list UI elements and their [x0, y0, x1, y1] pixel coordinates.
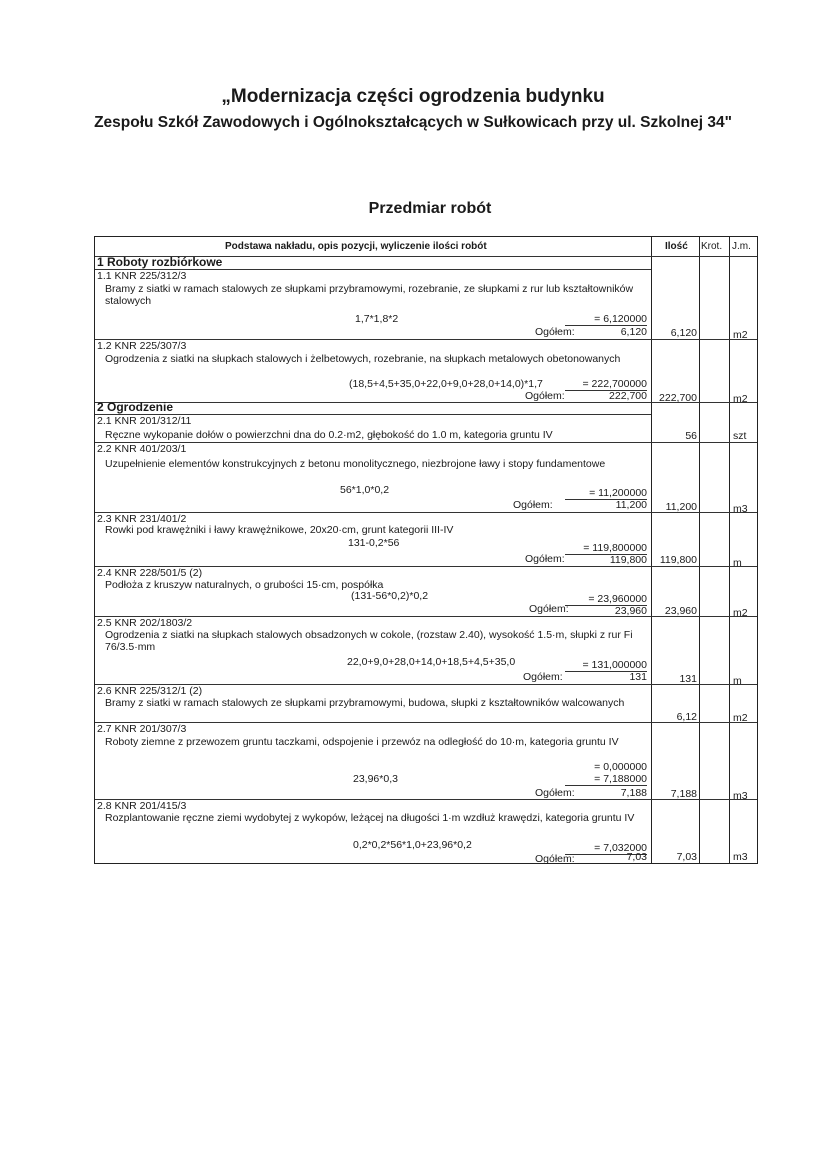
- row-divider: [95, 402, 757, 403]
- item-total: 6,120: [620, 326, 647, 338]
- item-code: 2.4 KNR 228/501/5 (2): [97, 567, 203, 579]
- item-code: 2.7 KNR 201/307/3: [97, 723, 187, 735]
- item-calc: = 7,188000: [594, 773, 647, 785]
- header-quantity: Ilość: [665, 241, 688, 252]
- item-quantity: 119,800: [659, 554, 697, 566]
- item-total: 23,960: [614, 605, 647, 617]
- document-title-line1: „Modernizacja części ogrodzenia budynku: [221, 86, 605, 107]
- item-unit: m2: [733, 329, 748, 341]
- total-label: Ogółem:: [535, 326, 575, 338]
- item-description: Bramy z siatki w ramach stalowych ze słupkami przybramowymi, budowa, słupki z kształtowników walcowanych: [105, 697, 625, 709]
- item-code: 2.3 KNR 231/401/2: [97, 513, 187, 525]
- item-calc-initial: = 0,000000: [594, 761, 647, 773]
- item-unit: m2: [733, 712, 748, 724]
- item-code: 2.5 KNR 202/1803/2: [97, 617, 193, 629]
- row-divider: [95, 722, 757, 723]
- item-description: Rozplantowanie ręczne ziemi wydobytej z wykopów, leżącej na długości 1·m wzdłuż krawędzi, kategoria gruntu IV: [105, 812, 635, 824]
- item-unit: m: [733, 675, 742, 687]
- item-description: Bramy z siatki w ramach stalowych ze słupkami przybramowymi, rozebranie, ze słupkami z rur lub kształtowników stalowych: [105, 283, 634, 307]
- item-quantity: 6,120: [670, 327, 697, 339]
- item-unit: m2: [733, 607, 748, 619]
- document-subtitle: Przedmiar robót: [368, 200, 492, 217]
- header-krot: Krot.: [701, 241, 723, 252]
- section-title: 1 Roboty rozbiórkowe: [97, 255, 223, 269]
- item-calc: = 222,700000: [582, 378, 647, 390]
- item-calc: = 131,000000: [582, 659, 647, 671]
- item-code: 2.1 KNR 201/312/11: [97, 415, 192, 427]
- item-calc: = 6,120000: [594, 313, 647, 325]
- item-total: 222,700: [609, 390, 647, 402]
- column-divider: [699, 237, 700, 863]
- item-unit: m3: [733, 851, 748, 863]
- item-calc: = 7,032000: [594, 842, 647, 854]
- item-unit: szt: [733, 430, 747, 442]
- row-divider: [95, 616, 757, 617]
- item-code: 2.2 KNR 401/203/1: [97, 443, 187, 455]
- item-calc: = 23,960000: [588, 593, 647, 605]
- item-formula: (131-56*0,2)*0,2: [351, 590, 429, 602]
- item-quantity: 23,960: [664, 605, 697, 617]
- item-formula: 131-0,2*56: [348, 537, 400, 549]
- item-quantity: 131: [679, 673, 697, 685]
- item-formula: (18,5+4,5+35,0+22,0+9,0+28,0+14,0)*1,7: [349, 378, 543, 390]
- header-basis: Podstawa nakładu, opis pozycji, wyliczenie ilości robót: [225, 241, 487, 252]
- total-label: Ogółem:: [523, 671, 563, 683]
- item-total: 119,800: [609, 554, 647, 566]
- column-divider: [729, 237, 730, 863]
- item-description: Podłoża z kruszyw naturalnych, o grubości 15·cm, pospółka: [105, 579, 384, 591]
- item-formula: 1,7*1,8*2: [355, 313, 399, 325]
- item-code: 2.6 KNR 225/312/1 (2): [97, 685, 203, 697]
- item-total: 131: [629, 671, 647, 683]
- item-description: Roboty ziemne z przewozem gruntu taczkami, odspojenie i przewóz na odległość do 10·m, kategoria gruntu IV: [105, 736, 619, 748]
- item-code: 1.1 KNR 225/312/3: [97, 270, 187, 282]
- item-quantity: 56: [685, 430, 697, 442]
- header-unit: J.m.: [732, 241, 751, 252]
- item-quantity: 11,200: [665, 501, 697, 513]
- row-divider: [95, 799, 757, 800]
- item-calc: = 119,800000: [583, 542, 647, 554]
- item-calc: = 11,200000: [589, 487, 647, 499]
- item-formula: 22,0+9,0+28,0+14,0+18,5+4,5+35,0: [347, 656, 516, 668]
- total-label: Ogółem:: [513, 499, 553, 511]
- item-description: Uzupełnienie elementów konstrukcyjnych z betonu monolitycznego, niezbrojone ławy i stopy fundamentowe: [105, 458, 606, 470]
- item-formula: 23,96*0,3: [353, 773, 398, 785]
- item-quantity: 222,700: [659, 392, 697, 404]
- row-divider: [95, 442, 757, 443]
- row-divider: [95, 339, 757, 340]
- item-total: 7,03: [626, 851, 647, 863]
- item-quantity: 6,12: [676, 711, 697, 723]
- total-label: Ogółem:: [525, 390, 565, 402]
- column-divider: [651, 237, 652, 863]
- row-divider: [95, 512, 757, 513]
- total-label: Ogółem:: [535, 853, 575, 865]
- section-title: 2 Ogrodzenie: [97, 400, 174, 414]
- item-unit: m2: [733, 393, 748, 405]
- item-total: 7,188: [620, 787, 647, 799]
- item-unit: m3: [733, 790, 748, 802]
- document-title-line2: Zespołu Szkół Zawodowych i Ogólnokształcących w Sułkowicach przy ul. Szkolnej 34": [94, 114, 732, 131]
- item-code: 1.2 KNR 225/307/3: [97, 340, 187, 352]
- item-formula: 0,2*0,2*56*1,0+23,96*0,2: [353, 839, 472, 851]
- item-description: Ręczne wykopanie dołów o powierzchni dna do 0.2·m2, głębokość do 1.0 m, kategoria gruntu IV: [105, 429, 553, 441]
- total-label: Ogółem:: [529, 603, 569, 615]
- item-unit: m3: [733, 503, 748, 515]
- item-description: Ogrodzenia z siatki na słupkach stalowych i żelbetowych, rozebranie, na słupkach metalowych obetonowanych: [105, 353, 621, 365]
- item-code: 2.8 KNR 201/415/3: [97, 800, 187, 812]
- total-label: Ogółem:: [525, 553, 565, 565]
- cost-estimate-table: [94, 236, 758, 864]
- item-description: Ogrodzenia z siatki na słupkach stalowych obsadzonych w cokole, (rozstaw 2.40), wysokość 1.5·m, słupki z rur Fi 76/3.5·mm: [105, 629, 633, 653]
- underline: [565, 785, 647, 786]
- item-quantity: 7,188: [670, 788, 697, 800]
- item-total: 11,200: [615, 499, 647, 511]
- item-unit: m: [733, 557, 742, 569]
- item-description: Rowki pod krawężniki i ławy krawężnikowe, 20x20·cm, grunt kategorii III-IV: [105, 524, 454, 536]
- total-label: Ogółem:: [535, 787, 575, 799]
- item-quantity: 7,03: [676, 851, 697, 863]
- item-formula: 56*1,0*0,2: [340, 484, 390, 496]
